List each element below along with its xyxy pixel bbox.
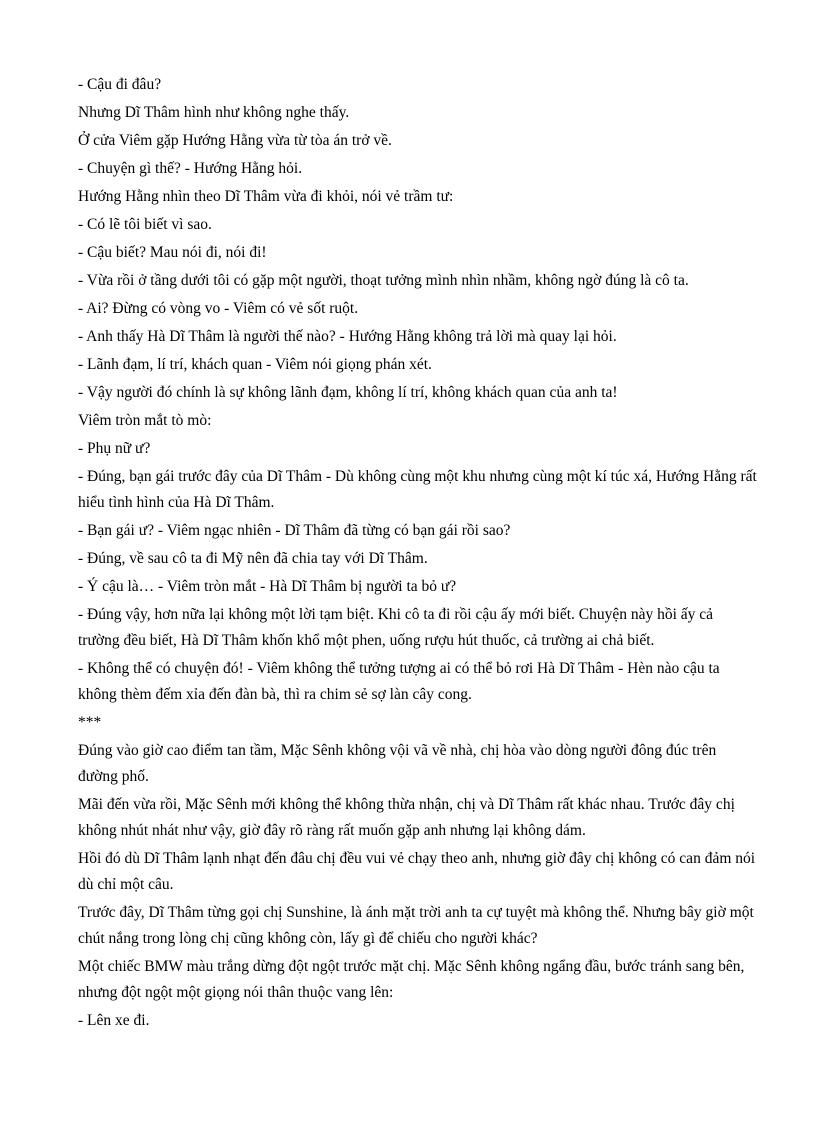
paragraph: Ở cửa Viêm gặp Hướng Hằng vừa từ tòa án trở về. (78, 132, 392, 149)
paragraph: Viêm tròn mắt tò mò: (78, 412, 212, 429)
paragraph: - Lên xe đi. (78, 1012, 150, 1029)
paragraph: Nhưng Dĩ Thâm hình như không nghe thấy. (78, 104, 350, 121)
section-separator: *** (78, 714, 102, 731)
paragraph: - Phụ nữ ư? (78, 440, 151, 457)
paragraph: - Vậy người đó chính là sự không lãnh đạm, không lí trí, không khách quan của anh ta! (78, 384, 618, 401)
paragraph: - Lãnh đạm, lí trí, khách quan - Viêm nói giọng phán xét. (78, 356, 432, 373)
paragraph: - Không thể có chuyện đó! - Viêm không thể tưởng tượng ai có thể bỏ rơi Hà Dĩ Thâm - Hèn nào cậu ta không thèm đếm xỉa đến đàn bà, thì ra chim sẻ sợ làn cây cong. (78, 660, 720, 703)
paragraph: - Đúng vậy, hơn nữa lại không một lời tạm biệt. Khi cô ta đi rồi cậu ấy mới biết. Chuyện này hồi ấy cả trường đều biết, Hà Dĩ Thâm khốn khổ một phen, uống rượu hút thuốc, cả trường ai chả biết. (78, 606, 714, 649)
paragraph: - Bạn gái ư? - Viêm ngạc nhiên - Dĩ Thâm đã từng có bạn gái rồi sao? (78, 522, 511, 539)
paragraph: - Vừa rồi ở tầng dưới tôi có gặp một người, thoạt tưởng mình nhìn nhầm, không ngờ đúng là cô ta. (78, 272, 689, 289)
paragraph: - Cậu đi đâu? (78, 76, 162, 93)
document-page (78, 72, 758, 1036)
paragraph: Hồi đó dù Dĩ Thâm lạnh nhạt đến đâu chị đều vui vẻ chạy theo anh, nhưng giờ đây chị không có can đảm nói dù chỉ một câu. (78, 850, 756, 893)
paragraph: - Ý cậu là… - Viêm tròn mắt - Hà Dĩ Thâm bị người ta bỏ ư? (78, 578, 457, 595)
paragraph: Đúng vào giờ cao điểm tan tầm, Mặc Sênh không vội vã về nhà, chị hòa vào dòng người đông đúc trên đường phố. (78, 742, 717, 785)
paragraph: - Chuyện gì thế? - Hướng Hằng hỏi. (78, 160, 303, 177)
paragraph: Một chiếc BMW màu trắng dừng đột ngột trước mặt chị. Mặc Sênh không ngẩng đầu, bước tránh sang bên, nhưng đột ngột một giọng nói thân thuộc vang lên: (78, 958, 745, 1001)
paragraph: - Cậu biết? Mau nói đi, nói đi! (78, 244, 267, 261)
paragraph: - Đúng, về sau cô ta đi Mỹ nên đã chia tay với Dĩ Thâm. (78, 550, 428, 567)
paragraph: Hướng Hằng nhìn theo Dĩ Thâm vừa đi khỏi, nói vẻ trầm tư: (78, 188, 454, 205)
paragraph: Trước đây, Dĩ Thâm từng gọi chị Sunshine, là ánh mặt trời anh ta cự tuyệt mà không thể. Nhưng bây giờ một chút nắng trong lòng chị cũng không còn, lấy gì để chiếu cho người khác? (78, 904, 754, 947)
paragraph: - Đúng, bạn gái trước đây của Dĩ Thâm - Dù không cùng một khu nhưng cùng một kí túc xá, Hướng Hằng rất hiểu tình hình của Hà Dĩ Thâm. (78, 468, 757, 511)
paragraph: - Ai? Đừng có vòng vo - Viêm có vẻ sốt ruột. (78, 300, 359, 317)
paragraph: Mãi đến vừa rồi, Mặc Sênh mới không thể không thừa nhận, chị và Dĩ Thâm rất khác nhau. Trước đây chị không nhút nhát như vậy, giờ đây rõ ràng rất muốn gặp anh nhưng lại không dám. (78, 796, 735, 839)
paragraph: - Anh thấy Hà Dĩ Thâm là người thế nào? - Hướng Hằng không trả lời mà quay lại hỏi. (78, 328, 617, 345)
paragraph: - Có lẽ tôi biết vì sao. (78, 216, 212, 233)
